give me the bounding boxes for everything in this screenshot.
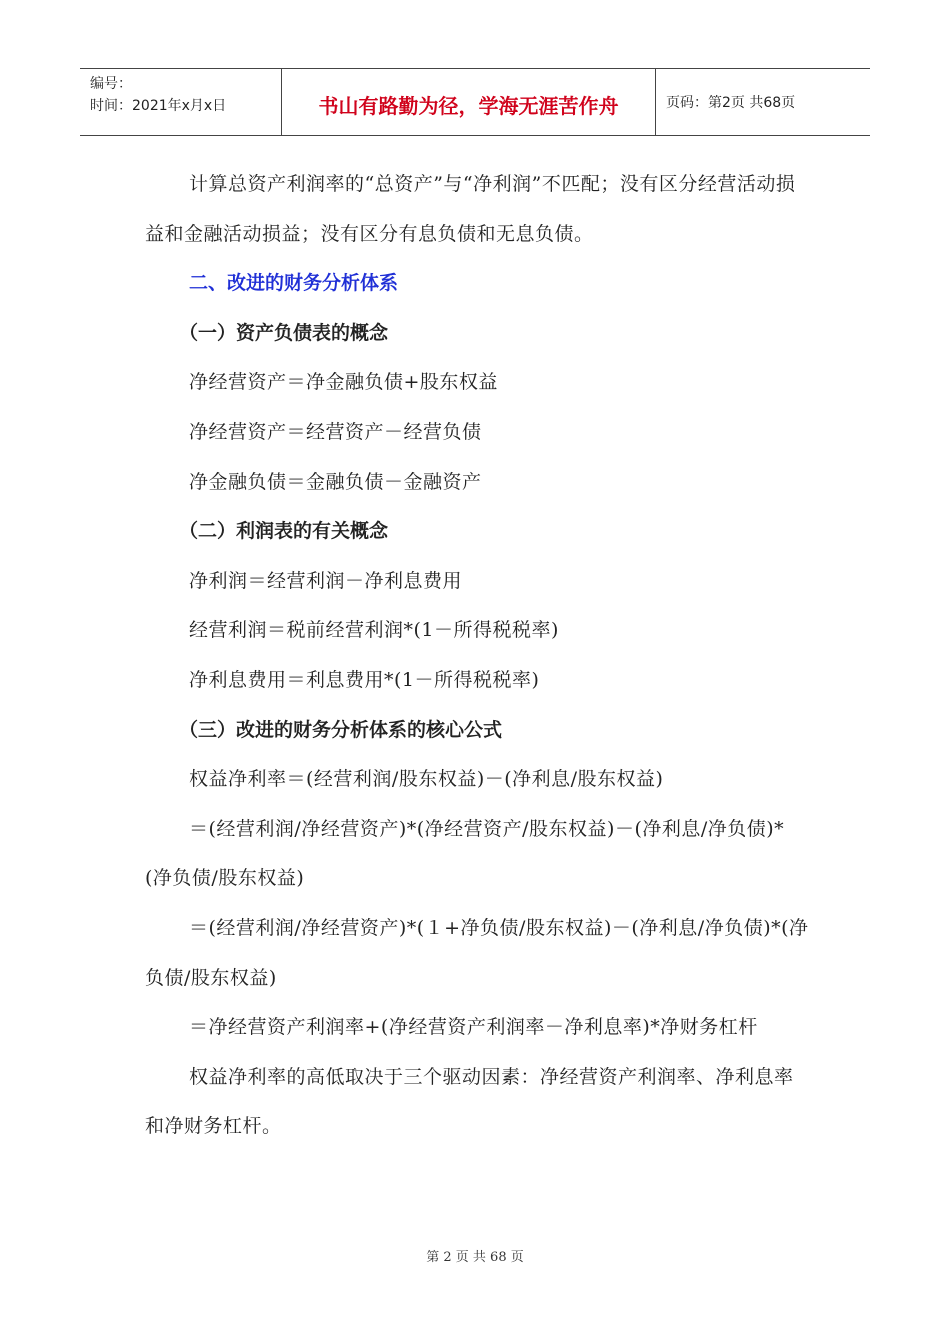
paragraph-conclusion: 权益净利率的高低取决于三个驱动因素：净经营资产利润率、净利息率和净财务杠杆。	[145, 1065, 794, 1138]
formula-paragraph: ＝净经营资产利润率+(净经营资产利润率－净利息率)*净财务杠杆	[189, 1016, 758, 1039]
page-label: 页码：第2页 共68页	[666, 95, 796, 111]
subsection-heading-balance-sheet: （一）资产负债表的概念	[179, 321, 389, 344]
formula-line: 净利息费用＝利息费用*(1－所得税税率)	[189, 668, 540, 691]
formula-paragraph: ＝(经营利润/净经营资产)*(净经营资产/股东权益)－(净利息/净负债)*(净负债/股东权益)	[145, 817, 785, 890]
formula-line: 经营利润＝税前经营利润*(1－所得税税率)	[189, 619, 559, 642]
formula-line: 净金融负债＝金融负债－金融资产	[189, 470, 482, 493]
subsection-heading-income-statement: （二）利润表的有关概念	[179, 520, 389, 543]
formula-line: 权益净利率＝(经营利润/股东权益)－(净利息/股东权益)	[189, 768, 664, 791]
footer-page-number: 第 2 页 共 68 页	[426, 1250, 524, 1265]
number-label: 编号：	[90, 76, 132, 92]
formula-line: 净利润＝经营利润－净利息费用	[189, 569, 463, 592]
formula-line: 净经营资产＝经营资产－经营负债	[189, 420, 482, 443]
paragraph-issues: 计算总资产利润率的“总资产”与“净利润”不匹配；没有区分经营活动损益和金融活动损益；没有区分有息负债和无息负债。	[145, 173, 796, 245]
formula-line: 净经营资产＝净金融负债+股东权益	[189, 371, 498, 394]
header-page-info	[656, 69, 870, 135]
motto-text: 书山有路勤为径，学海无涯苦作舟	[318, 93, 619, 118]
header-meta	[80, 69, 282, 135]
header-motto	[282, 69, 656, 135]
document-body	[145, 160, 810, 1152]
section-heading-improved-system: 二、改进的财务分析体系	[189, 272, 399, 295]
page-footer	[0, 1246, 950, 1265]
subsection-heading-core-formula: （三）改进的财务分析体系的核心公式	[179, 718, 503, 741]
time-label: 时间：2021年x月x日	[90, 98, 227, 114]
page-header	[80, 68, 870, 136]
formula-paragraph: ＝(经营利润/净经营资产)*(１+净负债/股东权益)－(净利息/净负债)*(净负债/股东权益)	[145, 916, 809, 989]
